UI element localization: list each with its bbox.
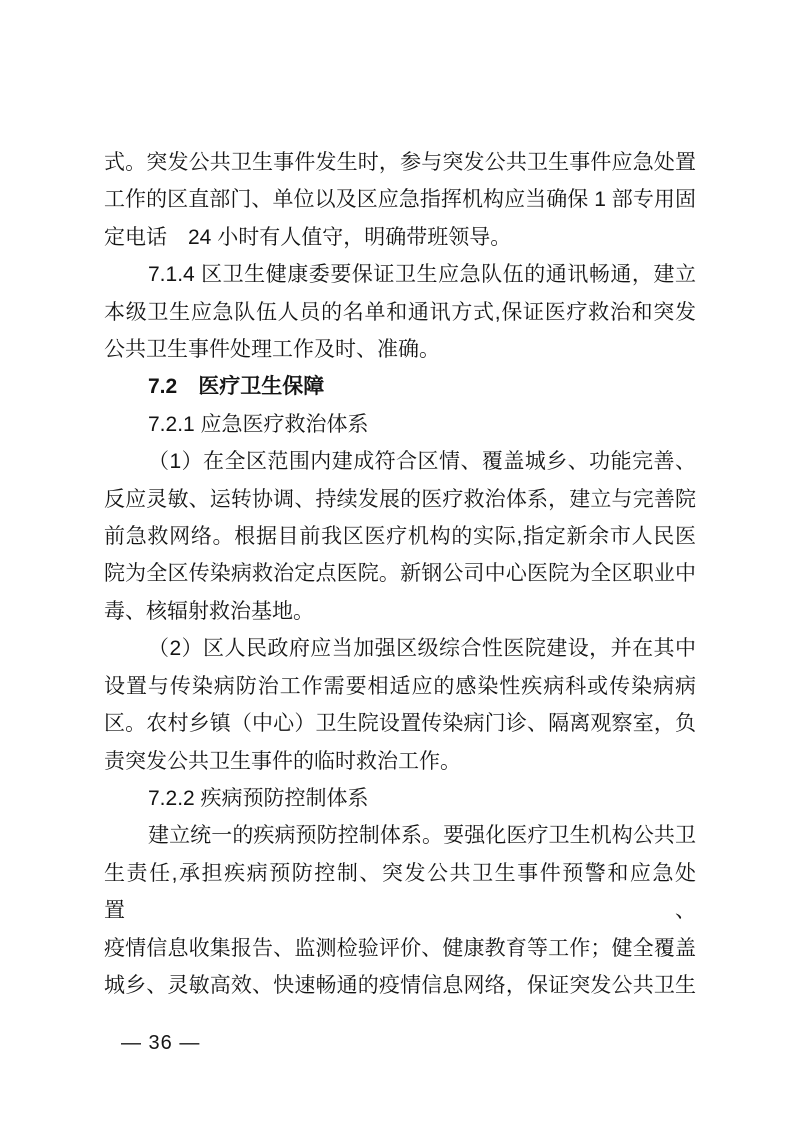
page-number: — 36 —: [121, 1032, 201, 1054]
text-line: 城乡、灵敏高效、快速畅通的疫情信息网络，保证突发公共卫生: [104, 973, 696, 997]
section-heading-7-2-1: 7.2.1 应急医疗救治体系: [148, 412, 369, 436]
section-heading-7-2-2: 7.2.2 疾病预防控制体系: [148, 786, 369, 810]
paragraph-7-1-4: [104, 256, 696, 368]
text-line: （2）区人民政府应当加强区级综合性医院建设，并在其中: [148, 637, 696, 661]
paragraph-medical-system: [104, 443, 696, 630]
text-line: 院为全区传染病救治定点医院。新钢公司中心医院为全区职业中: [104, 562, 696, 586]
text-line: 定电话 24 小时有人值守，明确带班领导。: [104, 225, 512, 249]
text-line: 式。突发公共卫生事件发生时，参与突发公共卫生事件应急处置: [104, 151, 696, 174]
text-line: 本级卫生应急队伍人员的名单和通讯方式,保证医疗救治和突发: [104, 300, 696, 324]
text-line: 工作的区直部门、单位以及区应急指挥机构应当确保 1 部专用固: [104, 188, 696, 212]
text-line: 疫情信息收集报告、监测检验评价、健康教育等工作；健全覆盖: [104, 936, 696, 960]
text-line: 生责任,承担疾病预防控制、突发公共卫生事件预警和应急处置、: [104, 861, 696, 923]
paragraph-disease-control: [104, 817, 696, 1004]
text-line: 7.1.4 区卫生健康委要保证卫生应急队伍的通讯畅通，建立: [148, 263, 696, 287]
text-line: 区。农村乡镇（中心）卫生院设置传染病门诊、隔离观察室，负: [104, 712, 696, 736]
text-line: 前急救网络。根据目前我区医疗机构的实际,指定新余市人民医: [104, 525, 696, 549]
text-line: 建立统一的疾病预防控制体系。要强化医疗卫生机构公共卫: [148, 824, 696, 848]
text-line: 反应灵敏、运转协调、持续发展的医疗救治体系，建立与完善院: [104, 487, 696, 511]
paragraph-duty-phone-continuation: [104, 144, 696, 256]
page-footer: [121, 1031, 200, 1055]
text-line: 设置与传染病防治工作需要相适应的感染性疾病科或传染病病: [104, 674, 696, 698]
text-line: 公共卫生事件处理工作及时、准确。: [104, 338, 440, 362]
text-line: （1）在全区范围内建成符合区情、覆盖城乡、功能完善、: [148, 450, 696, 474]
document-body: [104, 144, 696, 1004]
text-line: 毒、核辐射救治基地。: [104, 599, 314, 623]
section-heading-7-2: 7.2 医疗卫生保障: [148, 375, 325, 399]
paragraph-hospital-construction: [104, 630, 696, 780]
text-line: 责突发公共卫生事件的临时救治工作。: [104, 749, 461, 773]
